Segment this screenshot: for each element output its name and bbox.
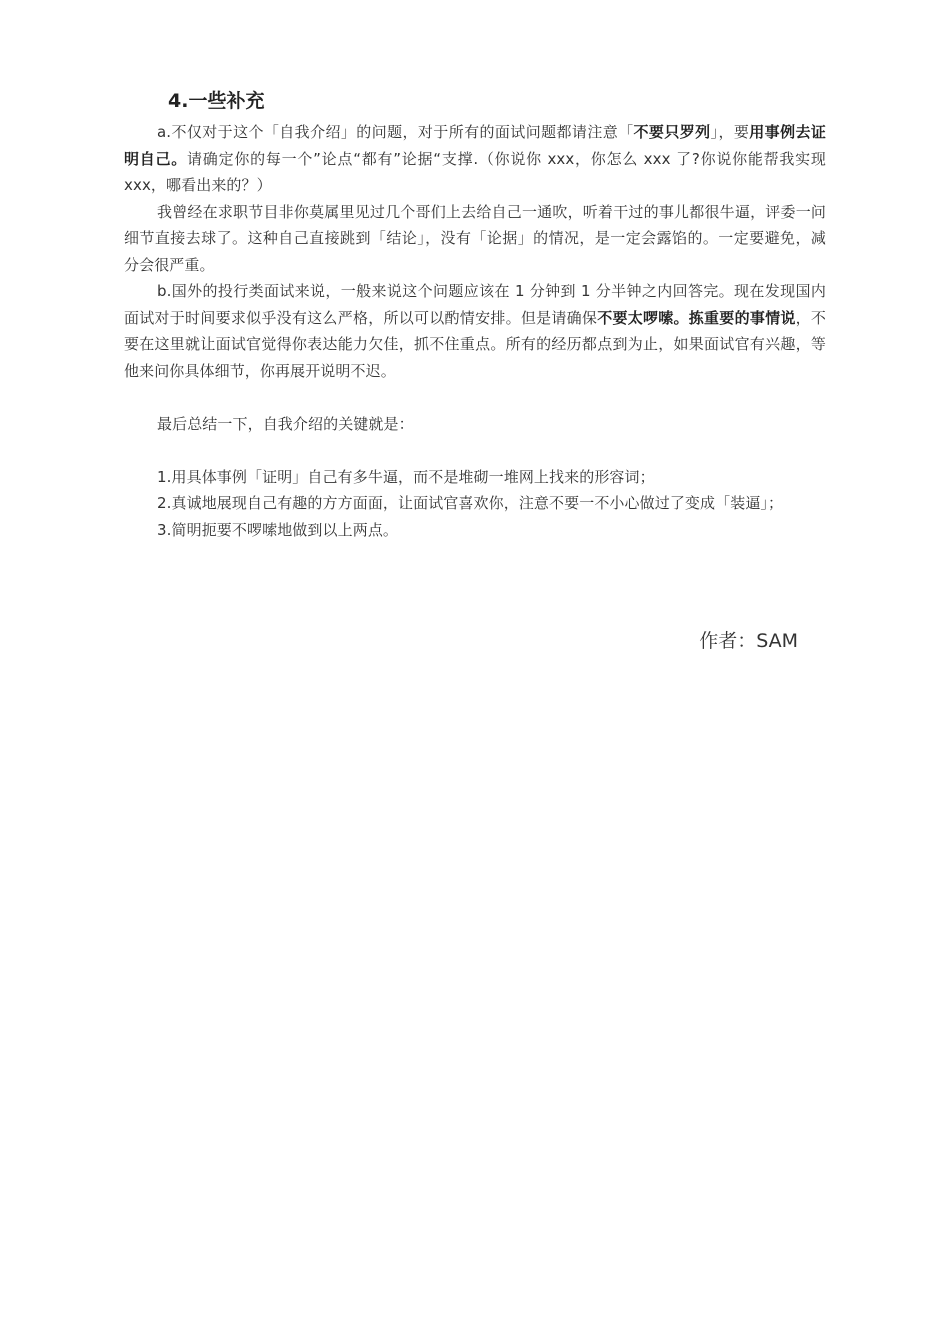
summary-intro: 最后总结一下，自我介绍的关键就是： <box>157 414 414 433</box>
summary-point-3: 3.简明扼要不啰嗦地做到以上两点。 <box>157 520 399 539</box>
paragraph-a-text-2: 」，要 <box>710 123 750 141</box>
spacer <box>124 384 826 411</box>
summary-point-1: 1.用具体事例「证明」自己有多牛逼，而不是堆砌一堆网上找来的形容词； <box>157 467 655 486</box>
paragraph-a-text-3: 请确定你的每一个”论点“都有”论据“支撑.（你说你 xxx，你怎么 xxx 了?你说你能帮我实现 xxx，哪看出来的？） <box>124 149 826 194</box>
paragraph-b-bold-1: 不要太啰嗦。拣重要的事情说 <box>597 308 796 327</box>
section-heading: 4.一些补充 <box>168 90 265 112</box>
paragraph-a-bold-2: 用事例去证明自己。 <box>124 123 826 168</box>
paragraph-a <box>124 119 826 199</box>
paragraph-a-text-1: a.不仅对于这个「自我介绍」的问题，对于所有的面试问题都请注意「 <box>157 123 634 141</box>
summary-point-2: 2.真诚地展现自己有趣的方方面面，让面试官喜欢你，注意不要一不小心做过了变成「装逼」； <box>157 494 784 512</box>
document-body <box>124 119 826 543</box>
author-signature: 作者：SAM <box>699 630 798 652</box>
paragraph-b-text-1: b.国外的投行类面试来说，一般来说这个问题应该在 1 分钟到 1 分半钟之内回答完。现在发现国内面试对于时间要求似乎没有这么严格，所以可以酌情安排。但是请确保 <box>124 282 826 327</box>
paragraph-a-bold-1: 不要只罗列 <box>633 123 711 141</box>
paragraph-example: 我曾经在求职节目非你莫属里见过几个哥们上去给自己一通吹，听着干过的事儿都很牛逼，评委一问细节直接去球了。这种自己直接跳到「结论」，没有「论据」的情况，是一定会露馅的。一定要避免，减分会很严重。 <box>124 202 826 274</box>
spacer <box>124 437 826 464</box>
paragraph-b-text-2: ，不要在这里就让面试官觉得你表达能力欠佳，抓不住重点。所有的经历都点到为止，如果面试官有兴趣，等他来问你具体细节，你再展开说明不迟。 <box>124 308 826 380</box>
paragraph-b <box>124 278 826 384</box>
